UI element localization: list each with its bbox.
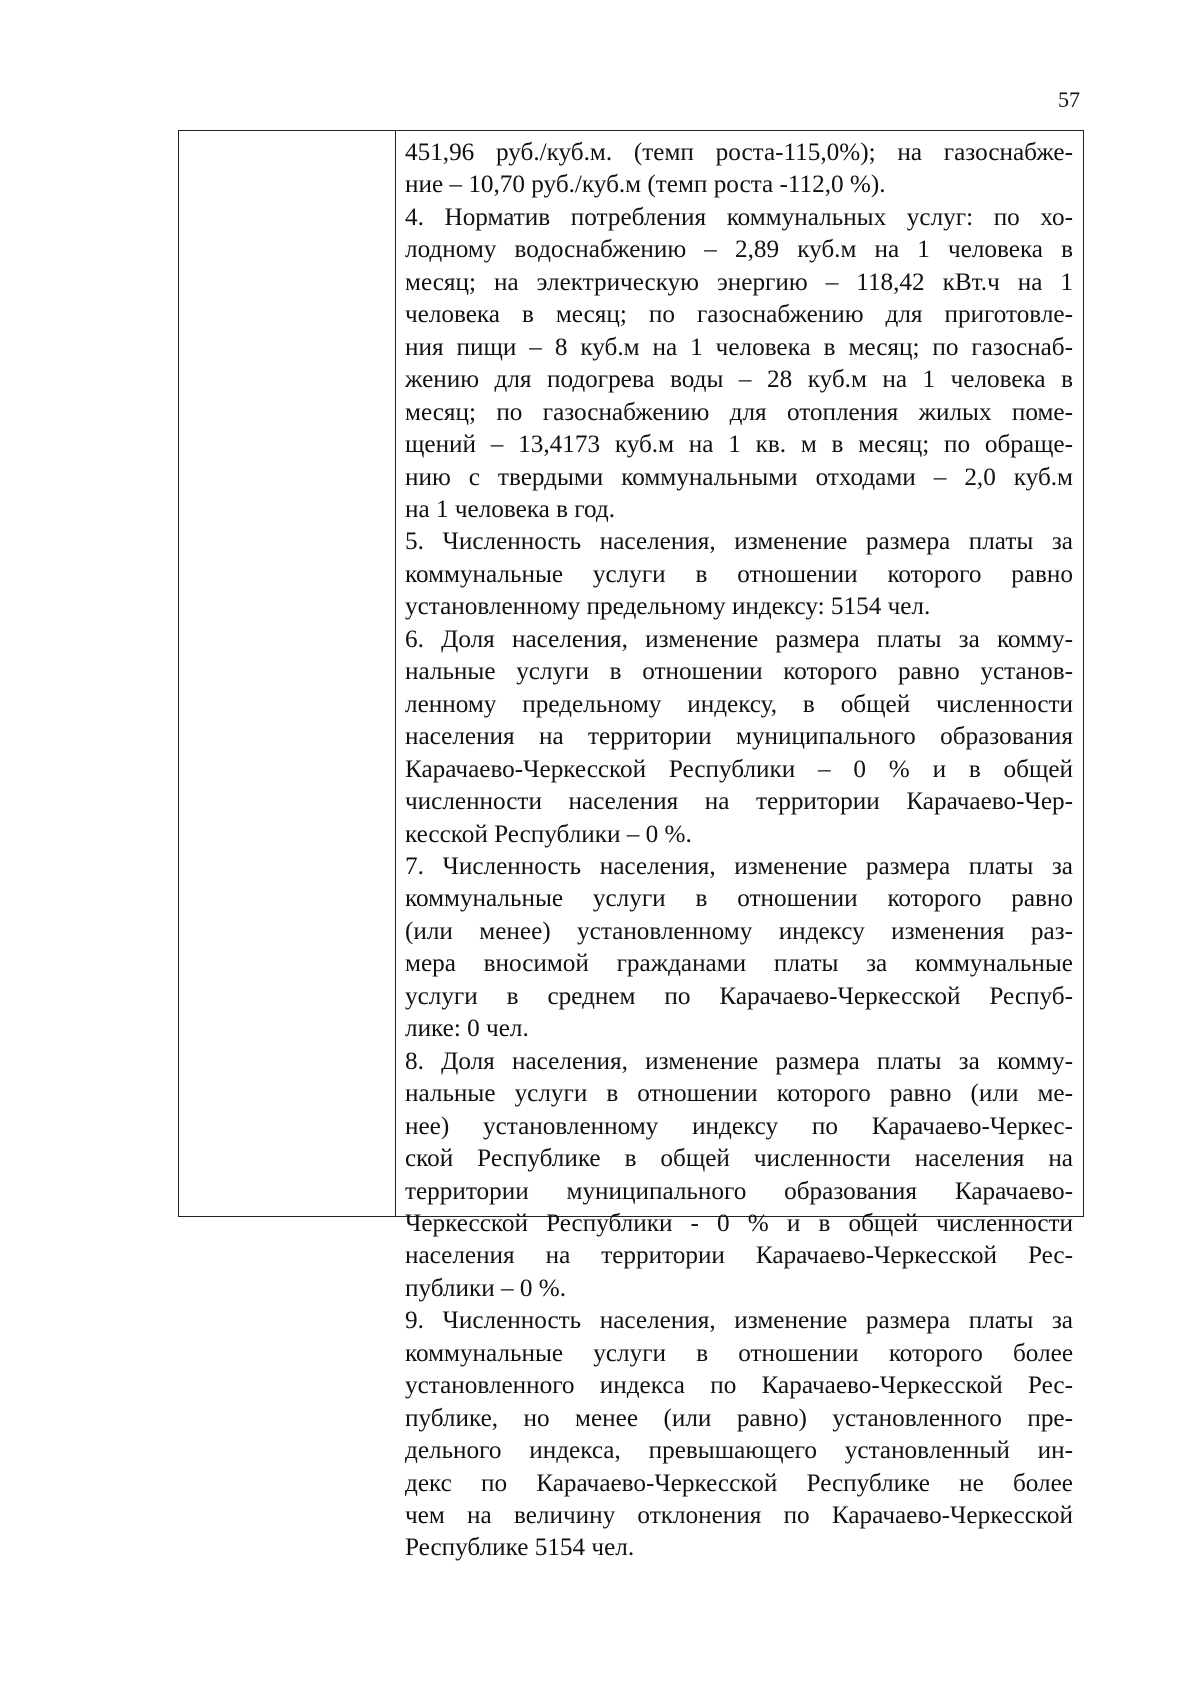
text-line: публике, но менее (или равно) установленного пре- <box>405 1404 1073 1432</box>
text-line: ской Республике в общей численности населения на <box>405 1145 1073 1173</box>
text-line: человека в месяц; по газоснабжению для приготовле- <box>405 301 1073 329</box>
text-line: щений – 13,4173 куб.м на 1 кв. м в месяц; по обраще- <box>405 431 1073 459</box>
text-line: установленного индекса по Карачаево-Черкесской Рес- <box>405 1372 1073 1400</box>
text-line: услуги в среднем по Карачаево-Черкесской Респуб- <box>405 982 1073 1010</box>
text-line: населения на территории Карачаево-Черкесской Рес- <box>405 1242 1073 1270</box>
table-right-cell <box>396 131 1083 1562</box>
text-line: 9. Численность населения, изменение размера платы за <box>405 1307 1073 1335</box>
text-line: коммунальные услуги в отношении которого более <box>405 1339 1073 1367</box>
table-left-cell <box>179 131 396 1216</box>
text-line: 451,96 руб./куб.м. (темп роста-115,0%); на газоснабже- <box>405 139 1073 166</box>
text-line: установленному предельному индексу: 5154 чел. <box>405 593 931 621</box>
text-line: нальные услуги в отношении которого равно установ- <box>405 658 1073 686</box>
text-line: ленному предельному индексу, в общей численности <box>405 690 1073 718</box>
text-line: нее) установленному индексу по Карачаево-Черкес- <box>405 1112 1073 1140</box>
text-line: дельного индекса, превышающего установленный ин- <box>405 1437 1073 1465</box>
text-line: публики – 0 %. <box>405 1274 567 1302</box>
text-line: на 1 человека в год. <box>405 495 615 523</box>
document-table <box>178 130 1084 1562</box>
text-line: нию с твердыми коммунальными отходами – 2,0 куб.м <box>405 463 1073 491</box>
text-line: чем на величину отклонения по Карачаево-Черкесской <box>405 1502 1073 1530</box>
text-line: коммунальные услуги в отношении которого равно <box>405 560 1073 588</box>
text-line: лике: 0 чел. <box>405 1015 529 1043</box>
text-line: Карачаево-Черкесской Республики – 0 % и в общей <box>405 755 1073 783</box>
text-line: территории муниципального образования Карачаево- <box>405 1177 1073 1205</box>
text-line: Черкесской Республики - 0 % и в общей численности <box>405 1209 1073 1237</box>
text-line: лодному водоснабжению – 2,89 куб.м на 1 человека в <box>405 236 1073 264</box>
text-line: Республике 5154 чел. <box>405 1534 635 1562</box>
text-line: населения на территории муниципального образования <box>405 723 1073 751</box>
text-line: жению для подогрева воды – 28 куб.м на 1 человека в <box>405 366 1073 394</box>
text-line: ние – 10,70 руб./куб.м (темп роста -112,0 %). <box>405 171 886 199</box>
text-line: ния пищи – 8 куб.м на 1 человека в месяц; по газоснаб- <box>405 333 1073 361</box>
text-line: месяц; по газоснабжению для отопления жилых поме- <box>405 398 1073 426</box>
text-line: коммунальные услуги в отношении которого равно <box>405 885 1073 913</box>
text-line: 8. Доля населения, изменение размера платы за комму- <box>405 1047 1073 1075</box>
text-line: 4. Норматив потребления коммунальных услуг: по хо- <box>405 203 1073 231</box>
text-line: мера вносимой гражданами платы за коммунальные <box>405 950 1073 978</box>
text-line: 6. Доля населения, изменение размера платы за комму- <box>405 625 1073 653</box>
text-line: нальные услуги в отношении которого равно (или ме- <box>405 1080 1073 1108</box>
page-number: 57 <box>1058 87 1080 112</box>
text-line: численности населения на территории Карачаево-Чер- <box>405 788 1073 816</box>
text-line: месяц; на электрическую энергию – 118,42 кВт.ч на 1 <box>405 268 1073 296</box>
text-line: (или менее) установленному индексу изменения раз- <box>405 917 1073 945</box>
text-line: 7. Численность населения, изменение размера платы за <box>405 852 1073 880</box>
text-line: 5. Численность населения, изменение размера платы за <box>405 528 1073 556</box>
text-line: кесской Республики – 0 %. <box>405 820 692 848</box>
text-line: декс по Карачаево-Черкесской Республике не более <box>405 1469 1073 1497</box>
